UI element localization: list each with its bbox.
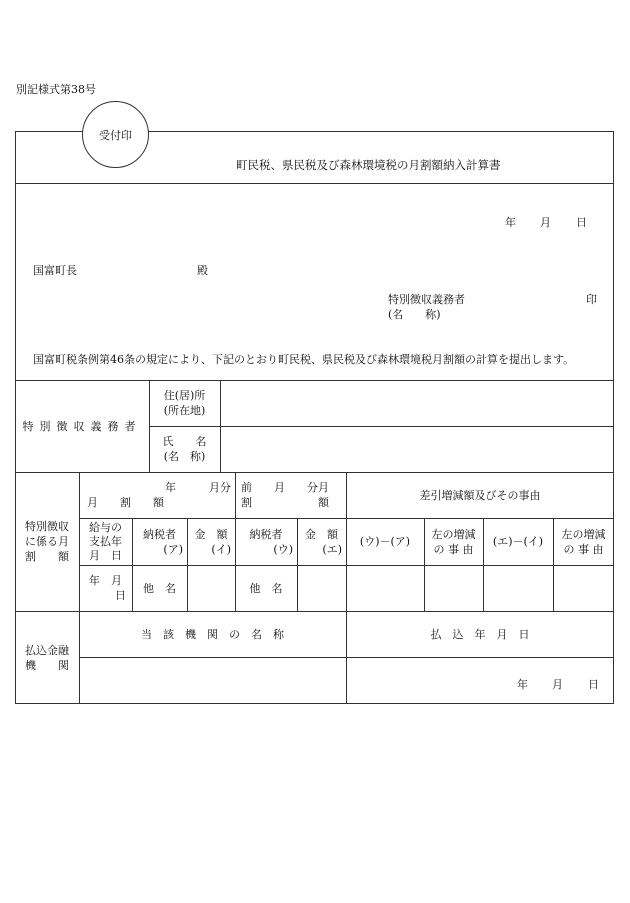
address-label: 住(居)所 (所在地) bbox=[163, 389, 206, 417]
monthly-section-label: 特別徴収 に係る月 割 額 bbox=[25, 520, 69, 563]
difference-header: 差引増減額及びその事由 bbox=[419, 488, 541, 502]
name-field[interactable] bbox=[220, 426, 614, 472]
payment-date-header: 払 込 年 月 日 bbox=[430, 627, 530, 641]
bank-section-label: 払込金融 機 関 bbox=[25, 643, 69, 672]
row-diff-amount[interactable] bbox=[483, 565, 553, 611]
date-day: 日 bbox=[576, 216, 587, 229]
col-prev-amount: 金 額 (エ) bbox=[305, 527, 342, 556]
date-year: 年 bbox=[505, 216, 516, 229]
row-prev-others-count[interactable]: 他 名 bbox=[249, 581, 283, 595]
form-number: 別記様式第38号 bbox=[16, 83, 96, 96]
payment-date-day: 日 bbox=[588, 678, 599, 691]
reception-stamp-label: 受付印 bbox=[99, 128, 132, 142]
divider-title bbox=[15, 183, 614, 184]
col-reason-amount: 左の増減 の 事 由 bbox=[561, 527, 606, 556]
reception-stamp bbox=[82, 101, 149, 168]
col-diff-amount: (エ)－(イ) bbox=[492, 535, 544, 548]
addressee-honorific: 殿 bbox=[197, 264, 208, 277]
addressee-name: 国富町長 bbox=[33, 264, 77, 277]
institution-header: 当 該 機 関 の 名 称 bbox=[141, 627, 284, 641]
statement-text: 国富町税条例第46条の規定により、下記のとおり町民税、県民税及び森林環境税月割額の計算を提出します。 bbox=[33, 353, 575, 366]
institution-name-field[interactable] bbox=[79, 657, 346, 704]
payment-date-year: 年 bbox=[517, 678, 528, 691]
row-pay-date[interactable]: 年 月 日 bbox=[89, 574, 126, 602]
address-field[interactable] bbox=[220, 380, 614, 426]
obligor-section-label: 特別徴収義務者 bbox=[22, 419, 142, 433]
row-diff-taxpayers[interactable] bbox=[346, 565, 424, 611]
name-label: 氏 名 (名 称) bbox=[162, 435, 207, 463]
obligor-label: 特別徴収義務者 bbox=[388, 293, 465, 306]
date-month: 月 bbox=[540, 216, 551, 229]
current-month-header: 年 月分 月 割 額 bbox=[87, 481, 231, 509]
payment-date-month: 月 bbox=[552, 678, 563, 691]
col-pay-date: 給与の 支払年 月 日 bbox=[89, 520, 122, 562]
col-amount: 金 額 (イ) bbox=[194, 527, 231, 556]
col-diff-taxpayers: (ウ)－(ア) bbox=[359, 535, 411, 548]
obligor-name-label: (名 称) bbox=[388, 308, 441, 321]
row-reason-taxpayers[interactable] bbox=[424, 565, 483, 611]
row-amount[interactable] bbox=[187, 565, 235, 611]
payment-date-field[interactable] bbox=[346, 657, 614, 704]
col-prev-taxpayers: 納税者 (ウ) bbox=[249, 527, 293, 556]
col-reason-taxpayers: 左の増減 の 事 由 bbox=[431, 527, 476, 556]
previous-month-header: 前 月 分月 割 額 bbox=[241, 481, 329, 509]
row-others-count[interactable]: 他 名 bbox=[143, 581, 176, 595]
row-reason-amount[interactable] bbox=[553, 565, 614, 611]
seal-mark: 印 bbox=[586, 293, 597, 306]
col-taxpayers: 納税者 (ア) bbox=[143, 527, 183, 556]
form-title: 町民税、県民税及び森林環境税の月割額納入計算書 bbox=[236, 158, 501, 172]
row-prev-amount[interactable] bbox=[297, 565, 346, 611]
